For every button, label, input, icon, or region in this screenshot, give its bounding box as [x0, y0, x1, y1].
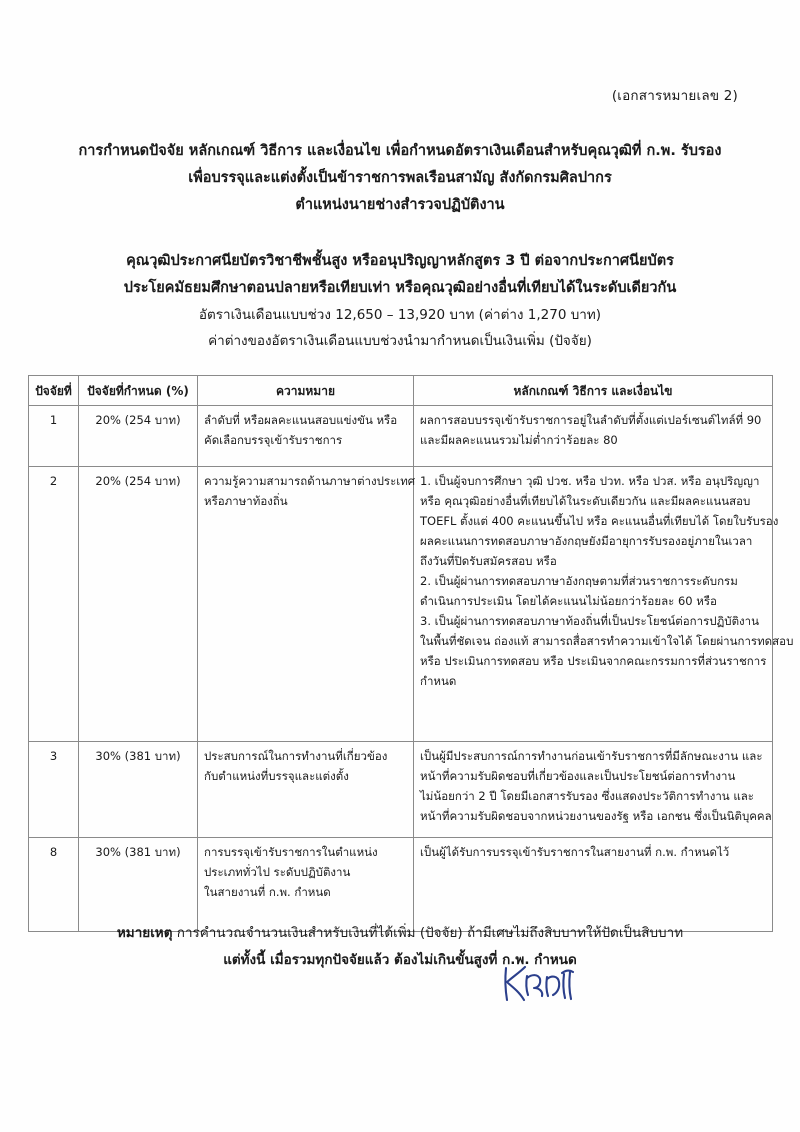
criteria-line: 2. เป็นผู้ผ่านการทดสอบภาษาอังกฤษตามที่ส่วนราชการระดับกรม	[420, 574, 738, 588]
cell-meaning	[198, 742, 414, 838]
cell-criteria	[414, 467, 794, 742]
criteria-line: กำหนด	[420, 674, 457, 688]
column-header-factor-no: ปัจจัยที่	[29, 376, 79, 406]
qualification-block	[0, 248, 800, 354]
table-row	[29, 838, 773, 932]
handwritten-signature	[500, 962, 590, 1006]
meaning-line: ลำดับที่ หรือผลคะแนนสอบแข่งขัน หรือ	[204, 413, 398, 427]
cell-factor-percent: 30% (381 บาท)	[79, 742, 198, 838]
cell-factor-no: 2	[29, 467, 79, 742]
column-header-meaning: ความหมาย	[198, 376, 414, 406]
table-row	[29, 406, 773, 467]
meaning-line: ความรู้ความสามารถด้านภาษาต่างประเทศ	[204, 474, 416, 488]
criteria-line: หน้าที่ความรับผิดชอบที่เกี่ยวข้องและเป็นประโยชน์ต่อการทำงาน	[420, 769, 736, 783]
criteria-line: หรือ ประเมินการทดสอบ หรือ ประเมินจากคณะกรรมการที่ส่วนราชการ	[420, 654, 767, 668]
meaning-line: การบรรจุเข้ารับราชการในตำแหน่ง	[204, 845, 378, 859]
cell-factor-no: 3	[29, 742, 79, 838]
cell-meaning	[198, 838, 414, 932]
criteria-line: เป็นผู้ได้รับการบรรจุเข้ารับราชการในสายงานที่ ก.พ. กำหนดไว้	[420, 845, 730, 859]
criteria-line: ดำเนินการประเมิน โดยได้คะแนนไม่น้อยกว่าร้อยละ 60 หรือ	[420, 594, 717, 608]
note-label: หมายเหตุ	[116, 925, 173, 941]
meaning-line: คัดเลือกบรรจุเข้ารับราชการ	[204, 433, 343, 447]
cell-meaning	[198, 406, 414, 467]
meaning-line: ประสบการณ์ในการทำงานที่เกี่ยวข้อง	[204, 749, 388, 763]
meaning-line: หรือภาษาท้องถิ่น	[204, 494, 288, 508]
meaning-line: กับตำแหน่งที่บรรจุและแต่งตั้ง	[204, 769, 349, 783]
cell-criteria	[414, 742, 773, 838]
cell-factor-no: 1	[29, 406, 79, 467]
qualification-line-1: คุณวุฒิประกาศนียบัตรวิชาชีพชั้นสูง หรืออนุปริญญาหลักสูตร 3 ปี ต่อจากประกาศนียบัตร	[126, 253, 674, 269]
cell-factor-no: 8	[29, 838, 79, 932]
criteria-line: ถึงวันที่ปิดรับสมัครสอบ หรือ	[420, 554, 557, 568]
criteria-line: หรือ คุณวุฒิอย่างอื่นที่เทียบได้ในระดับเดียวกัน และมีผลคะแนนสอบ	[420, 494, 751, 508]
criteria-line: และมีผลคะแนนรวมไม่ต่ำกว่าร้อยละ 80	[420, 433, 618, 447]
cell-factor-percent: 20% (254 บาท)	[79, 467, 198, 742]
meaning-line: ในสายงานที่ ก.พ. กำหนด	[204, 885, 331, 899]
criteria-line: ไม่น้อยกว่า 2 ปี โดยมีเอกสารรับรอง ซึ่งแสดงประวัติการทำงาน และ	[420, 789, 754, 803]
table-body	[29, 406, 794, 932]
criteria-line: ผลคะแนนการทดสอบภาษาอังกฤษยังมีอายุการรับรองอยู่ภายในเวลา	[420, 534, 753, 548]
salary-note-text: ค่าต่างของอัตราเงินเดือนแบบช่วงนำมากำหนดเป็นเงินเพิ่ม (ปัจจัย)	[208, 333, 592, 349]
criteria-line: ผลการสอบบรรจุเข้ารับราชการอยู่ในลำดับที่ตั้งแต่เปอร์เซนต์ไทล์ที่ 90	[420, 413, 762, 427]
footer-note-block	[0, 920, 800, 974]
cell-criteria	[414, 838, 773, 932]
cell-meaning	[198, 467, 414, 742]
note-line-1-text: การคำนวณจำนวนเงินสำหรับเงินที่ได้เพิ่ม (ปัจจัย) ถ้ามีเศษไม่ถึงสิบบาทให้ปัดเป็นสิบบาท	[172, 925, 684, 941]
document-number: (เอกสารหมายเลข 2)	[611, 88, 738, 104]
column-header-criteria: หลักเกณฑ์ วิธีการ และเงื่อนไข	[414, 376, 773, 406]
page-title-line-2: เพื่อบรรจุและแต่งตั้งเป็นข้าราชการพลเรือนสามัญ สังกัดกรมศิลปากร	[188, 170, 612, 186]
note-line-1	[0, 920, 800, 947]
criteria-line: ในพื้นที่ชัดเจน ถ่องแท้ สามารถสื่อสารทำความเข้าใจได้ โดยผ่านการทดสอบ	[420, 634, 794, 648]
criteria-line: หน้าที่ความรับผิดชอบจากหน่วยงานของรัฐ หรือ เอกชน ซึ่งเป็นนิติบุคคล	[420, 809, 772, 823]
column-header-factor-percent: ปัจจัยที่กำหนด (%)	[79, 376, 198, 406]
meaning-line: ประเภททั่วไป ระดับปฏิบัติงาน	[204, 865, 351, 879]
cell-factor-percent: 20% (254 บาท)	[79, 406, 198, 467]
page-title-line-1: การกำหนดปัจจัย หลักเกณฑ์ วิธีการ และเงื่อนไข เพื่อกำหนดอัตราเงินเดือนสำหรับคุณวุฒิที่ ก.พ. รับรอง	[78, 143, 722, 159]
qualification-line-2: ประโยคมัธยมศึกษาตอนปลายหรือเทียบเท่า หรือคุณวุฒิอย่างอื่นที่เทียบได้ในระดับเดียวกัน	[123, 280, 677, 296]
cell-factor-percent: 30% (381 บาท)	[79, 838, 198, 932]
criteria-line: 3. เป็นผู้ผ่านการทดสอบภาษาท้องถิ่นที่เป็นประโยชน์ต่อการปฏิบัติงาน	[420, 614, 759, 628]
cell-criteria	[414, 406, 773, 467]
note-line-2: แต่ทั้งนี้ เมื่อรวมทุกปัจจัยแล้ว ต้องไม่เกินขั้นสูงที่ ก.พ. กำหนด	[223, 952, 577, 968]
criteria-line: 1. เป็นผู้จบการศึกษา วุฒิ ปวช. หรือ ปวท. หรือ ปวส. หรือ อนุปริญญา	[420, 474, 760, 488]
salary-range-text: อัตราเงินเดือนแบบช่วง 12,650 – 13,920 บาท (ค่าต่าง 1,270 บาท)	[198, 307, 602, 323]
criteria-line: TOEFL ตั้งแต่ 400 คะแนนขึ้นไป หรือ คะแนนอื่นที่เทียบได้ โดยใบรับรอง	[420, 514, 779, 528]
table-header-row	[29, 376, 773, 406]
page-title-line-3: ตำแหน่งนายช่างสำรวจปฏิบัติงาน	[295, 197, 505, 213]
document-title-block	[0, 138, 800, 219]
table-row	[29, 742, 773, 838]
factor-criteria-table	[28, 375, 794, 932]
table-row	[29, 467, 773, 742]
criteria-line: เป็นผู้มีประสบการณ์การทำงานก่อนเข้ารับราชการที่มีลักษณะงาน และ	[420, 749, 763, 763]
